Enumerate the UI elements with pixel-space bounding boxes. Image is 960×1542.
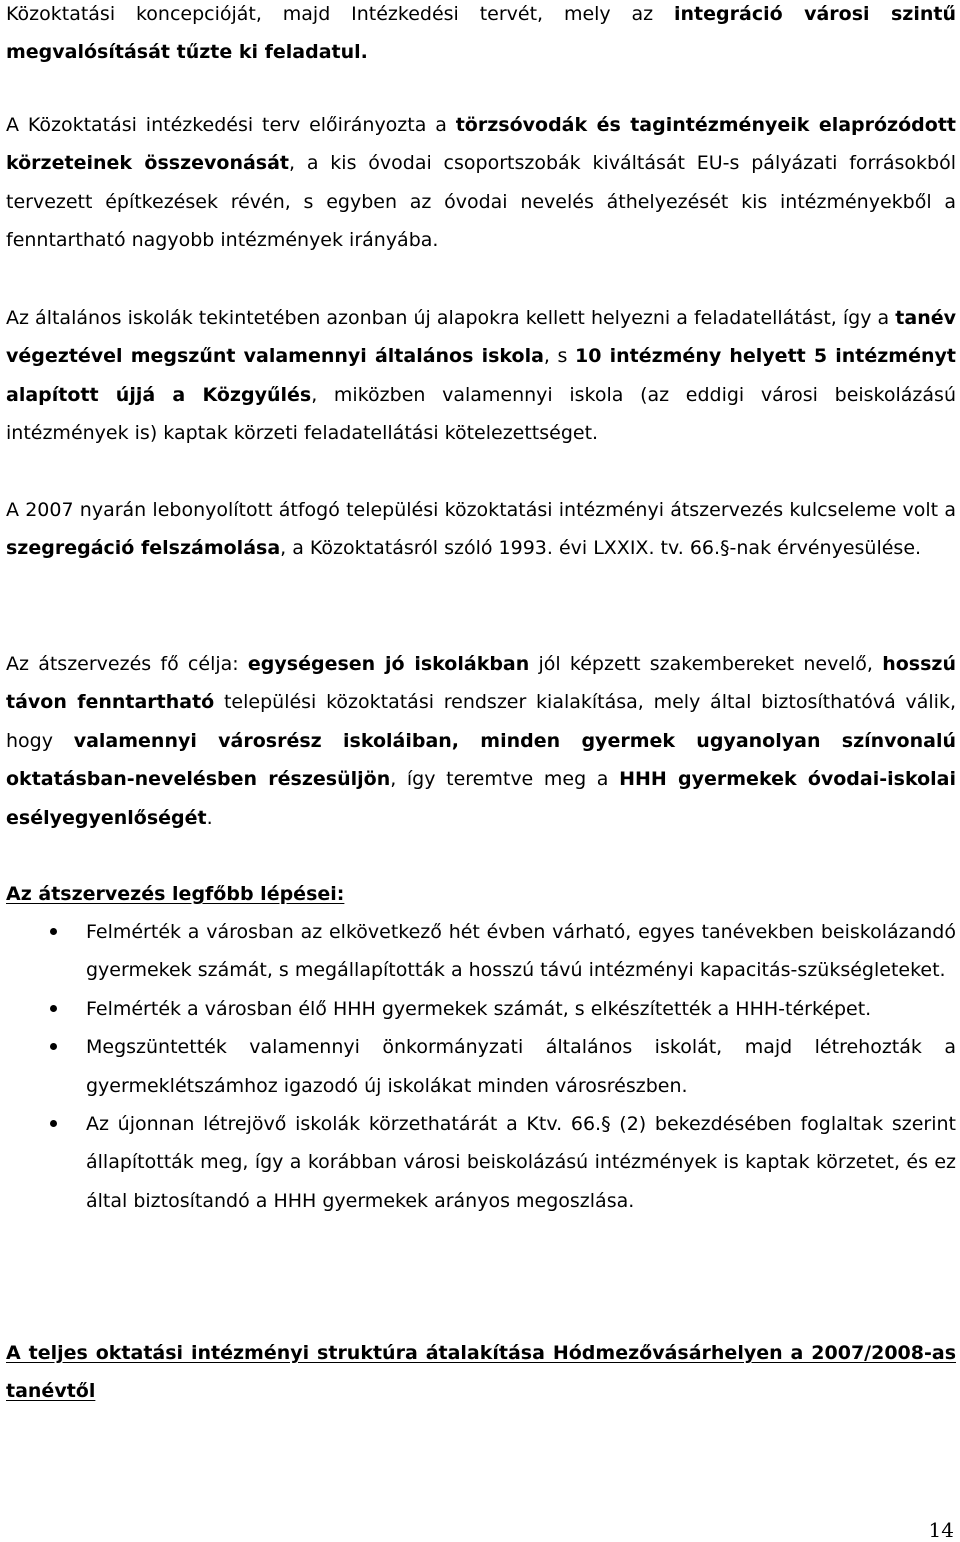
bold-text: integráció városi szintű megvalósítását tűzte ki feladatul. (6, 3, 956, 64)
text-span: , s (543, 345, 575, 368)
bold-text: tanév végeztével megszűnt valamennyi általános iskola (6, 307, 956, 368)
bold-text: valamennyi városrész iskoláiban, minden gyermek ugyanolyan színvonalú oktatásban-nevelésben részesüljön (6, 729, 956, 791)
text-span: Közoktatási koncepcióját, majd Intézkedési tervét, mely az (6, 3, 675, 25)
steps-list (6, 913, 956, 1220)
bullet-icon (50, 1005, 57, 1012)
section-heading (6, 1334, 956, 1411)
list-item (6, 990, 956, 1028)
text-span: Az átszervezés fő célja: (6, 653, 248, 675)
list-item (6, 1105, 956, 1220)
bullet-icon (50, 1120, 57, 1127)
text-span: , a Közoktatásról szóló 1993. évi LXXIX. tv. 66.§-nak érvényesülése. (280, 537, 922, 560)
paragraph-integration (6, 0, 956, 72)
list-item-text: Megszüntették valamennyi önkormányzati általános iskolát, majd létrehozták a gyermeklétszámhoz igazodó új iskolákat minden városrészben. (86, 1036, 956, 1097)
text-span: , miközben valamennyi iskola (az eddigi városi beiskolázású intézmények is) kaptak körzeti feladatellátási kötelezettséget. (6, 383, 956, 445)
text-span: települési közoktatási rendszer kialakítása, mely által biztosíthatóvá válik, hogy (6, 691, 956, 752)
text-span: Az általános iskolák tekintetében azonban új alapokra kellett helyezni a feladatellátást, így a (6, 307, 896, 329)
bold-text: hosszú távon fenntartható (6, 653, 956, 714)
bold-text: törzsóvodák és tagintézményeik elaprózódott körzeteinek összevonását (6, 114, 956, 175)
text-span: . (206, 806, 213, 829)
section-heading-text: A teljes oktatási intézményi struktúra átalakítása Hódmezővásárhelyen a 2007/2008-as tanévtől (6, 1342, 956, 1403)
list-item (6, 1028, 956, 1105)
bold-text: HHH gyermekek óvodai-iskolai esélyegyenlőségét (6, 768, 956, 829)
paragraph-schools (6, 299, 956, 453)
bold-text: egységesen jó iskolákban (247, 653, 530, 675)
text-span: A Közoktatási intézkedési terv előirányozta a (6, 114, 456, 136)
paragraph-segregation (6, 491, 956, 568)
list-item-text: Felmérték a városban az elkövetkező hét évben várható, egyes tanévekben beiskolázandó gyermekek számát, s megállapították a hosszú távú intézményi kapacitás-szükségleteket. (86, 921, 956, 982)
bold-text: szegregáció felszámolása (6, 537, 281, 560)
text-span: A 2007 nyarán lebonyolított átfogó települési közoktatási intézményi átszervezés kulcseleme volt a (6, 499, 956, 521)
paragraph-kindergartens (6, 106, 956, 260)
list-item (6, 913, 956, 990)
list-item-text: Felmérték a városban élő HHH gyermekek számát, s elkészítették a HHH-térképet. (86, 997, 872, 1020)
text-span: , így teremtve meg a (390, 768, 620, 791)
list-item-text: Az újonnan létrejövő iskolák körzethatárát a Ktv. 66.§ (2) bekezdésében foglaltak szerint állapították meg, így a korábban városi beiskolázású intézmények is kaptak körzetet, és ez által biztosítandó a HHH gyermekek arányos megoszlása. (86, 1113, 956, 1212)
text-span: jól képzett szakembereket nevelő, (529, 653, 883, 675)
page-number: 14 (928, 1518, 954, 1542)
steps-heading (6, 875, 956, 913)
bullet-icon (50, 1043, 57, 1050)
text-span: , a kis óvodai csoportszobák kiváltását EU-s pályázati forrásokból tervezett építkezések révén, s egyben az óvodai nevelés áthelyezését kis intézményekből a fenntartható nagyobb intézmények irányába. (6, 152, 956, 252)
paragraph-goal (6, 645, 956, 837)
bullet-icon (50, 928, 57, 935)
steps-heading-text: Az átszervezés legfőbb lépései: (6, 883, 345, 905)
bold-text: 10 intézmény helyett 5 intézményt alapított újjá a Közgyűlés (6, 345, 956, 406)
